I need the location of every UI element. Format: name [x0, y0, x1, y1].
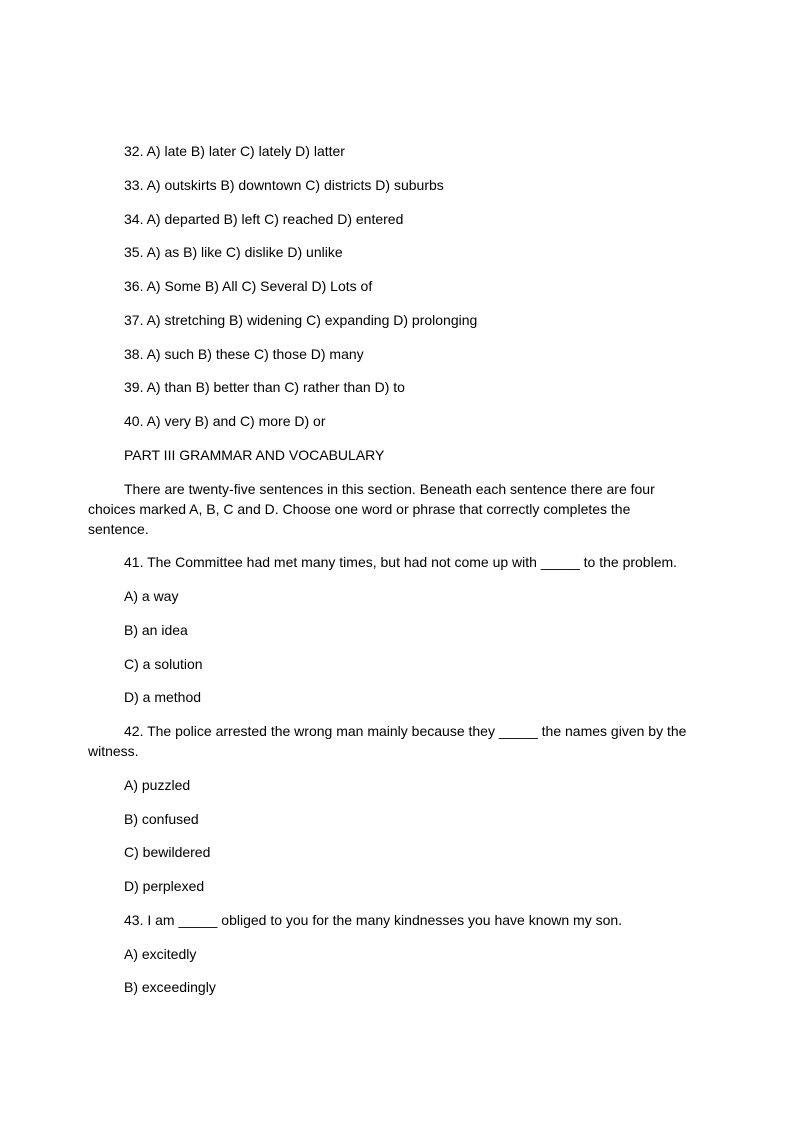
cloze-options-line-35: 35. A) as B) like C) dislike D) unlike	[124, 244, 343, 261]
cloze-options-line-40: 40. A) very B) and C) more D) or	[124, 413, 326, 429]
question-43-stem: 43. I am _____ obliged to you for the many kindnesses you have known my son.	[124, 911, 623, 928]
cloze-options-line-38: 38. A) such B) these C) those D) many	[124, 345, 364, 362]
section-instructions: There are twenty-five sentences in this section. Beneath each sentence there are four choices marked A, B, C and D. Choose one word or phrase that correctly completes the sentence.	[88, 480, 655, 537]
question-42-choice-a: A) puzzled	[124, 776, 191, 793]
question-41-stem: 41. The Committee had met many times, but had not come up with _____ to the problem.	[124, 554, 678, 571]
cloze-options-line-32: 32. A) late B) later C) lately D) latter	[124, 143, 345, 159]
question-42-choice-d: D) perplexed	[124, 878, 205, 894]
question-43-choice-b: B) exceedingly	[124, 979, 216, 996]
question-42-choice-c: C) bewildered	[124, 844, 211, 861]
question-42-choice-b: B) confused	[124, 810, 199, 827]
section-heading: PART III GRAMMAR AND VOCABULARY	[124, 446, 385, 463]
cloze-options-line-39: 39. A) than B) better than C) rather than D) to	[124, 379, 405, 396]
cloze-options-line-33: 33. A) outskirts B) downtown C) districts D) suburbs	[124, 176, 444, 193]
question-43-choice-a: A) excitedly	[124, 945, 197, 962]
cloze-options-line-37: 37. A) stretching B) widening C) expanding D) prolonging	[124, 311, 478, 328]
cloze-options-line-34: 34. A) departed B) left C) reached D) entered	[124, 210, 404, 227]
question-41-choice-d: D) a method	[124, 689, 202, 706]
question-41-choice-c: C) a solution	[124, 655, 203, 672]
question-41-choice-b: B) an idea	[124, 621, 188, 638]
question-42-stem: 42. The police arrested the wrong man mainly because they _____ the names given by the witness.	[88, 723, 687, 759]
question-41-choice-a: A) a way	[124, 588, 179, 604]
cloze-options-line-36: 36. A) Some B) All C) Several D) Lots of	[124, 278, 373, 294]
